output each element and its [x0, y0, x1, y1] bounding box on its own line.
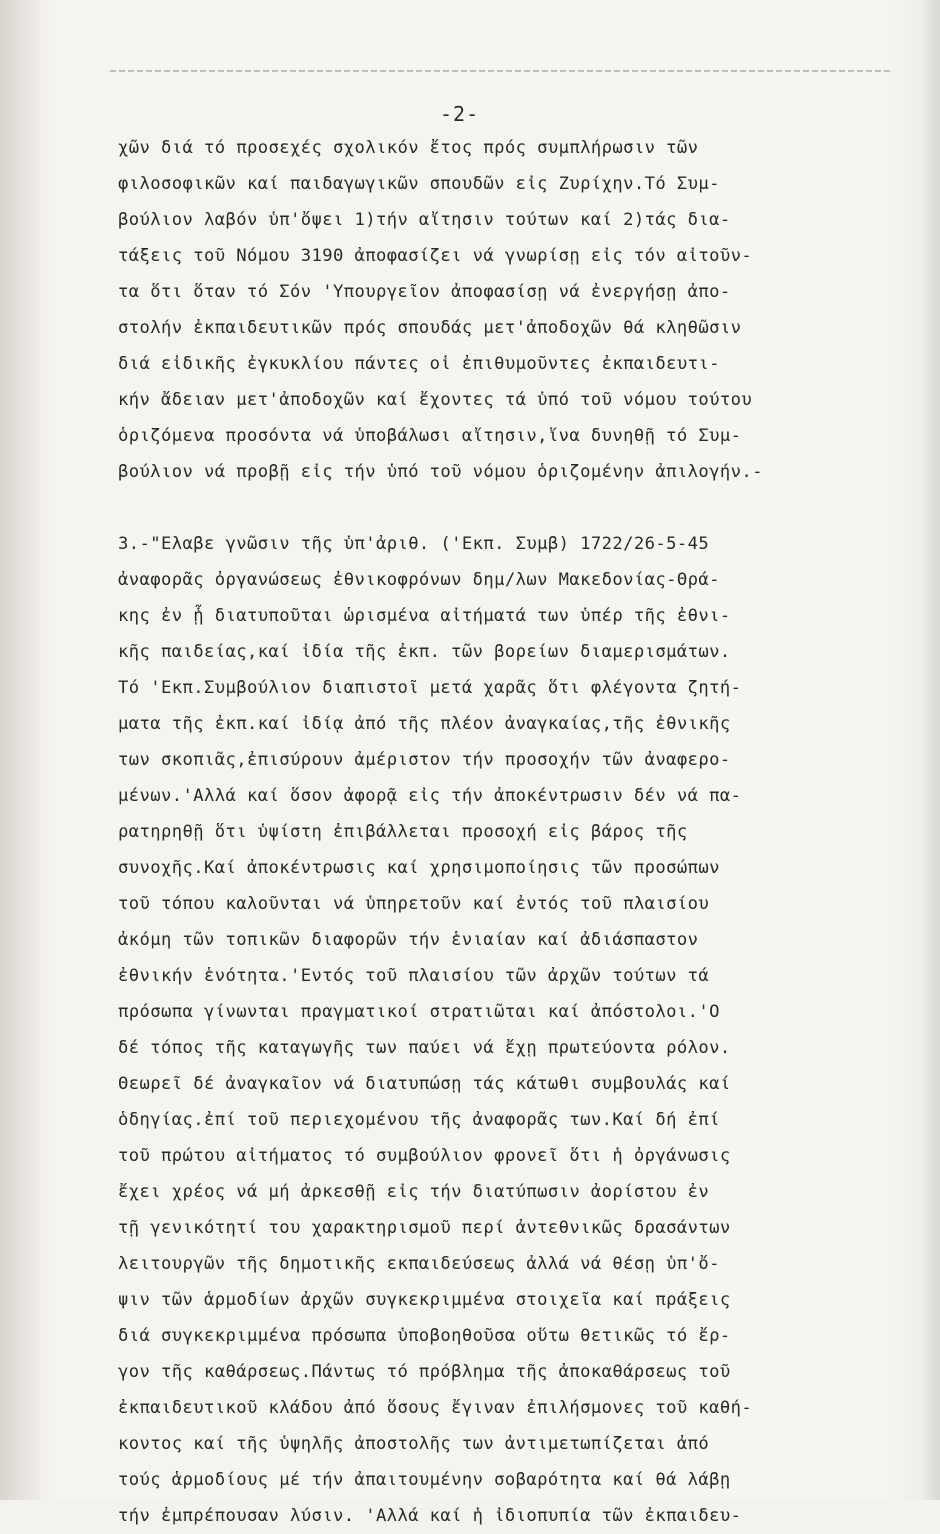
text-line: ρατηρηθῇ ὅτι ὑψίστη ἐπιβάλλεται προσοχή εἰς βάρος τῆς — [118, 822, 688, 842]
text-line: φιλοσοφικῶν καί παιδαγωγικῶν σπουδῶν εἰς Ζυρίχην.Τό Συμ- — [118, 174, 720, 194]
text-line: δέ τόπος τῆς καταγωγῆς των παύει νά ἔχῃ πρωτεύοντα ρόλον. — [118, 1038, 731, 1058]
text-line: γον τῆς καθάρσεως.Πάντως τό πρόβλημα τῆς ἀποκαθάρσεως τοῦ — [118, 1362, 731, 1382]
text-line: συνοχῆς.Καί ἀποκέντρωσις καί χρησιμοποίησις τῶν προσώπων — [118, 858, 720, 878]
text-line: διά εἰδικῆς ἐγκυκλίου πάντες οἱ ἐπιθυμοῦντες ἐκπαιδευτι- — [118, 354, 720, 374]
text-line: ἀκόμη τῶν τοπικῶν διαφορῶν τήν ἑνιαίαν καί ἀδιάσπαστον — [118, 930, 699, 950]
paragraph-1 — [118, 130, 898, 490]
text-line: ἀναφορᾶς ὀργανώσεως ἐθνικοφρόνων δημ/λων Μακεδονίας-Θρά- — [118, 570, 720, 590]
paragraph-gap — [118, 490, 898, 526]
text-line: Θεωρεῖ δέ ἀναγκαῖον νά διατυπώσῃ τάς κάτωθι συμβουλάς καί — [118, 1074, 731, 1094]
text-line: ἔχει χρέος νά μή ἀρκεσθῇ εἰς τήν διατύπωσιν ἀορίστου ἐν — [118, 1182, 710, 1202]
body-text — [118, 130, 898, 1534]
text-line: κης ἐν ᾗ διατυποῦται ὡρισμένα αἰτήματά των ὑπέρ τῆς ἐθνι- — [118, 606, 731, 626]
text-line: μένων.'Αλλά καί ὅσον ἀφορᾷ εἰς τήν ἀποκέντρωσιν δέν νά πα- — [118, 786, 742, 806]
text-line: τούς ἁρμοδίους μέ τήν ἀπαιτουμένην σοβαρότητα καί θά λάβῃ — [118, 1470, 731, 1490]
text-line: ἐθνικήν ἑνότητα.'Εντός τοῦ πλαισίου τῶν ἀρχῶν τούτων τά — [118, 966, 710, 986]
text-line: ψιν τῶν ἁρμοδίων ἀρχῶν συγκεκριμμένα στοιχεῖα καί πράξεις — [118, 1290, 731, 1310]
text-line: ματα τῆς ἐκπ.καί ἰδίᾳ ἀπό τῆς πλέον ἀναγκαίας,τῆς ἐθνικῆς — [118, 714, 731, 734]
text-line: κῆς παιδείας,καί ἰδία τῆς ἐκπ. τῶν βορείων διαμερισμάτων. — [118, 642, 731, 662]
text-line: ὁριζόμενα προσόντα νά ὑποβάλωσι αἴτησιν,ἵνα δυνηθῇ τό Συμ- — [118, 426, 742, 446]
text-line: τοῦ τόπου καλοῦνται νά ὑπηρετοῦν καί ἐντός τοῦ πλαισίου — [118, 894, 710, 914]
binding-edge — [0, 0, 40, 1500]
paragraph-2 — [118, 526, 898, 1534]
text-line: τάξεις τοῦ Νόμου 3190 ἀποφασίζει νά γνωρίσῃ εἰς τόν αἰτοῦν- — [118, 246, 753, 266]
page-edge-shadow — [922, 0, 940, 1500]
text-line: λειτουργῶν τῆς δημοτικῆς εκπαιδεύσεως ἀλλά νά θέσῃ ὑπ'ὄ- — [118, 1254, 720, 1274]
text-line: διά συγκεκριμμένα πρόσωπα ὑποβοηθοῦσα οὕτω θετικῶς τό ἔρ- — [118, 1326, 731, 1346]
text-line: χῶν διά τό προσεχές σχολικόν ἔτος πρός συμπλήρωσιν τῶν — [118, 138, 699, 158]
text-line: τήν ἐμπρέπουσαν λύσιν. 'Αλλά καί ἡ ἰδιοπυπία τῶν ἐκπαιδευ- — [118, 1506, 742, 1526]
text-line: των σκοπιᾶς,ἐπισύρουν ἀμέριστον τήν προσοχήν τῶν ἀναφερο- — [118, 750, 731, 770]
text-line: κήν ἄδειαν μετ'ἀποδοχῶν καί ἔχοντες τά ὑπό τοῦ νόμου τούτου — [118, 390, 753, 410]
text-line: τοῦ πρώτου αἰτήματος τό συμβούλιον φρονεῖ ὅτι ἡ ὀργάνωσις — [118, 1146, 731, 1166]
top-rule — [110, 70, 890, 72]
text-line: τῇ γενικότητί του χαρακτηρισμοῦ περί ἀντεθνικῶς δρασάντων — [118, 1218, 731, 1238]
page-number: -2- — [440, 102, 480, 126]
text-line: Τό 'Εκπ.Συμβούλιον διαπιστοῖ μετά χαρᾶς ὅτι φλέγοντα ζητή- — [118, 678, 742, 698]
text-line: ἐκπαιδευτικοῦ κλάδου ἀπό ὅσους ἔγιναν ἐπιλήσμονες τοῦ καθή- — [118, 1398, 753, 1418]
text-line: τα ὅτι ὅταν τό Σόν 'Υπουργεῖον ἀποφασίσῃ νά ἐνεργήσῃ ἀπο- — [118, 282, 731, 302]
text-line: κοντος καί τῆς ὑψηλῆς ἀποστολῆς των ἀντιμετωπίζεται ἀπό — [118, 1434, 710, 1454]
text-line: βούλιον λαβόν ὑπ'ὄψει 1)τήν αἴτησιν τούτων καί 2)τάς δια- — [118, 210, 731, 230]
text-line: πρόσωπα γίνωνται πραγματικοί στρατιῶται καί ἀπόστολοι.'Ο — [118, 1002, 720, 1022]
text-line: 3.-"Ελαβε γνῶσιν τῆς ὑπ'ἀριθ. ('Εκπ. Συμβ) 1722/26-5-45 — [118, 534, 710, 554]
text-line: στολήν ἐκπαιδευτικῶν πρός σπουδάς μετ'ἀποδοχῶν θά κληθῶσιν — [118, 318, 742, 338]
text-line: βούλιον νά προβῇ εἰς τήν ὑπό τοῦ νόμου ὁριζομένην ἀπιλογήν.- — [118, 462, 763, 482]
text-line: ὁδηγίας.ἐπί τοῦ περιεχομένου τῆς ἀναφορᾶς των.Καί δή ἐπί — [118, 1110, 720, 1130]
